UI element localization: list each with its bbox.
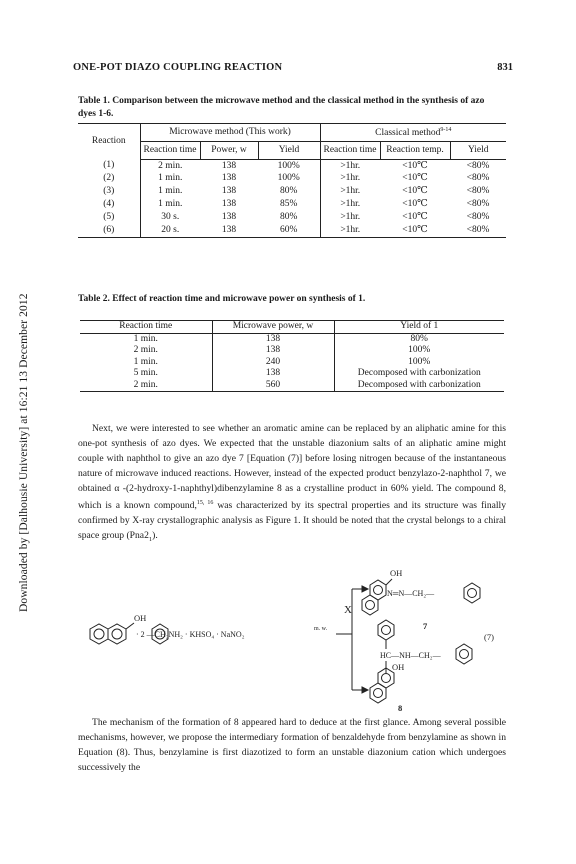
table-cell: 1 min. <box>140 173 200 186</box>
table1-group-header <box>78 124 506 142</box>
table1-col: Reaction time <box>140 142 200 160</box>
table-cell: 80% <box>334 333 504 345</box>
blocked-mark: X <box>344 604 352 616</box>
table-cell: 100% <box>277 160 300 171</box>
table-cell: 1 min. <box>133 333 158 344</box>
oh-label: OH <box>390 568 403 578</box>
table-row <box>78 160 506 173</box>
table1-microwave-header: Microwave method (This work) <box>140 124 320 142</box>
table-cell: 138 <box>221 186 237 197</box>
compound-7-label: 7 <box>423 621 428 631</box>
table-cell: >1hr. <box>320 199 380 212</box>
paragraph-1: Next, we were interested to see whether an aromatic amine can be replaced by an aliphatic amine for this one-pot synthesis of azo dyes. We expected that the unstable diazonium salts of an aliphatic amine might couple with naphthol to give an azo dye 7 [Equation (7)] before losing nitrogen because of the instantaneous nature of microwave induced reactions. However, instead of the expected product benzylazo-2-naphthol 7, we obtained α -(2-hydroxy-1-naphthyl)dibenzylamine 8 as a crystalline product in 60% yield. The compound 8, which is a known compound,$^{15, 16}$ was characterized by its spectral properties and its structure was finally confirmed by X-ray crystallographic analysis as Figure 1. It should be noted that the crystal belongs to a chiral space group $(Pna2_1)$. <box>78 423 507 544</box>
table-cell: >1hr. <box>320 212 380 225</box>
table-cell: 138 <box>221 199 237 210</box>
running-title: ONE-POT DIAZO COUPLING REACTION <box>73 62 283 73</box>
table-cell: (5) <box>103 212 115 223</box>
table-cell: 5 min. <box>133 368 158 378</box>
table-cell: <80% <box>466 212 490 223</box>
table-cell: 85% <box>280 199 298 210</box>
table1-col: Yield <box>450 142 506 160</box>
reagents-label: · 2 —CH₂NH₂ · KHSO₄ · NaNO₂ <box>136 630 245 639</box>
paragraph-2: The mechanism of the formation of 8 appeared hard to deduce at the first glance. Among several possible mechanisms, however, we propose the intermediary formation of benzaldehyde from benzylamine as shown in Equation (8). Thus, benzylamine is first diazotized to form an unstable diazonium cation which undergoes successively the <box>78 717 506 773</box>
download-watermark: Downloaded by [Dalhousie University] at 16:21 13 December 2012 <box>18 293 30 612</box>
table-row <box>80 345 504 357</box>
table1-col: Reaction temp. <box>380 142 450 160</box>
table-cell: 240 <box>212 357 334 369</box>
table-cell: 138 <box>212 345 334 357</box>
table-cell: 30 s. <box>140 212 200 225</box>
table-cell: 100% <box>334 345 504 357</box>
table-cell: 1 min. <box>140 199 200 212</box>
table-cell: <80% <box>466 173 490 184</box>
table2-col: Microwave power, w <box>212 321 334 334</box>
table-cell: (1) <box>103 160 115 171</box>
table1 <box>78 123 506 238</box>
table-cell: 138 <box>212 368 334 380</box>
table-cell: 560 <box>212 380 334 392</box>
table-cell: Decomposed with carbonization <box>334 368 504 380</box>
table-cell: <10℃ <box>402 199 428 210</box>
table-cell: <10℃ <box>380 225 450 238</box>
page-number: 831 <box>497 62 513 73</box>
table1-column-header <box>78 142 506 160</box>
conditions-label: m. w. <box>314 626 328 632</box>
table2-col: Reaction time <box>80 321 212 334</box>
table1-reaction-header: Reaction <box>78 124 140 160</box>
table-cell: <80% <box>450 225 506 238</box>
table-cell: (2) <box>103 173 115 184</box>
table-cell: 100% <box>334 357 504 369</box>
table-cell: <10℃ <box>402 160 428 171</box>
table-cell: 138 <box>212 333 334 345</box>
table-cell: 60% <box>258 225 320 238</box>
table-cell: 20 s. <box>140 225 200 238</box>
table2 <box>80 320 504 392</box>
table-row <box>80 357 504 369</box>
table-cell: 80% <box>280 212 298 223</box>
table-cell: 138 <box>221 212 237 223</box>
table-cell: 138 <box>221 160 237 171</box>
table-row <box>78 199 506 212</box>
table-row <box>78 225 506 238</box>
table1-col: Yield <box>258 142 320 160</box>
compound-8-label: 8 <box>398 703 403 713</box>
table-cell: <80% <box>466 186 490 197</box>
table1-caption: Table 1. Comparison between the microwave method and the classical method in the synthesis of azo dyes 1-6. <box>78 96 485 119</box>
table-cell: <80% <box>466 199 490 210</box>
table-cell: <10℃ <box>402 173 428 184</box>
table-cell: >1hr. <box>320 160 380 173</box>
table-cell: 138 <box>200 225 258 238</box>
table-cell: 138 <box>221 173 237 184</box>
table-cell: >1hr. <box>320 225 380 238</box>
table1-col: Reaction time <box>320 142 380 160</box>
table-row <box>78 173 506 186</box>
running-head <box>73 62 513 76</box>
table-cell: 80% <box>280 186 298 197</box>
table-row <box>80 333 504 345</box>
table-cell: (4) <box>103 199 115 210</box>
table-cell: 100% <box>277 173 300 184</box>
table1-classical-header: Classical method$^{9-14}$ <box>320 124 506 142</box>
azo-group-label: N═N—CH₂— <box>387 589 435 598</box>
table-row <box>78 186 506 199</box>
product-8-structure <box>370 620 472 703</box>
table-cell: >1hr. <box>320 186 380 199</box>
equation-number: (7) <box>484 632 494 642</box>
table2-col: Yield of 1 <box>334 321 504 334</box>
amine-group-label: HC—NH—CH₂— <box>380 651 441 660</box>
reaction-scheme <box>80 565 510 715</box>
oh-label: OH <box>134 613 147 623</box>
table2-caption: Table 2. Effect of reaction time and microwave power on synthesis of 1. <box>78 294 366 304</box>
table1-col: Power, w <box>200 142 258 160</box>
table-cell: <80% <box>466 160 490 171</box>
table-cell: (3) <box>103 186 115 197</box>
table-cell: >1hr. <box>320 173 380 186</box>
table-row <box>80 368 504 380</box>
table-cell: Decomposed with carbonization <box>334 380 504 392</box>
table-cell: (6) <box>78 225 140 238</box>
table-row <box>78 212 506 225</box>
table-cell: 1 min. <box>140 186 200 199</box>
table-cell: <10℃ <box>402 186 428 197</box>
table-cell: <10℃ <box>402 212 428 223</box>
table2-column-header <box>80 321 504 334</box>
table-cell: 2 min. <box>140 160 200 173</box>
table-cell: 2 min. <box>133 345 158 355</box>
table-cell: 1 min. <box>133 356 158 367</box>
naphthol-structure <box>90 623 134 644</box>
table-row <box>80 380 504 392</box>
table-cell: 2 min. <box>80 380 212 392</box>
oh-label: OH <box>392 662 405 672</box>
